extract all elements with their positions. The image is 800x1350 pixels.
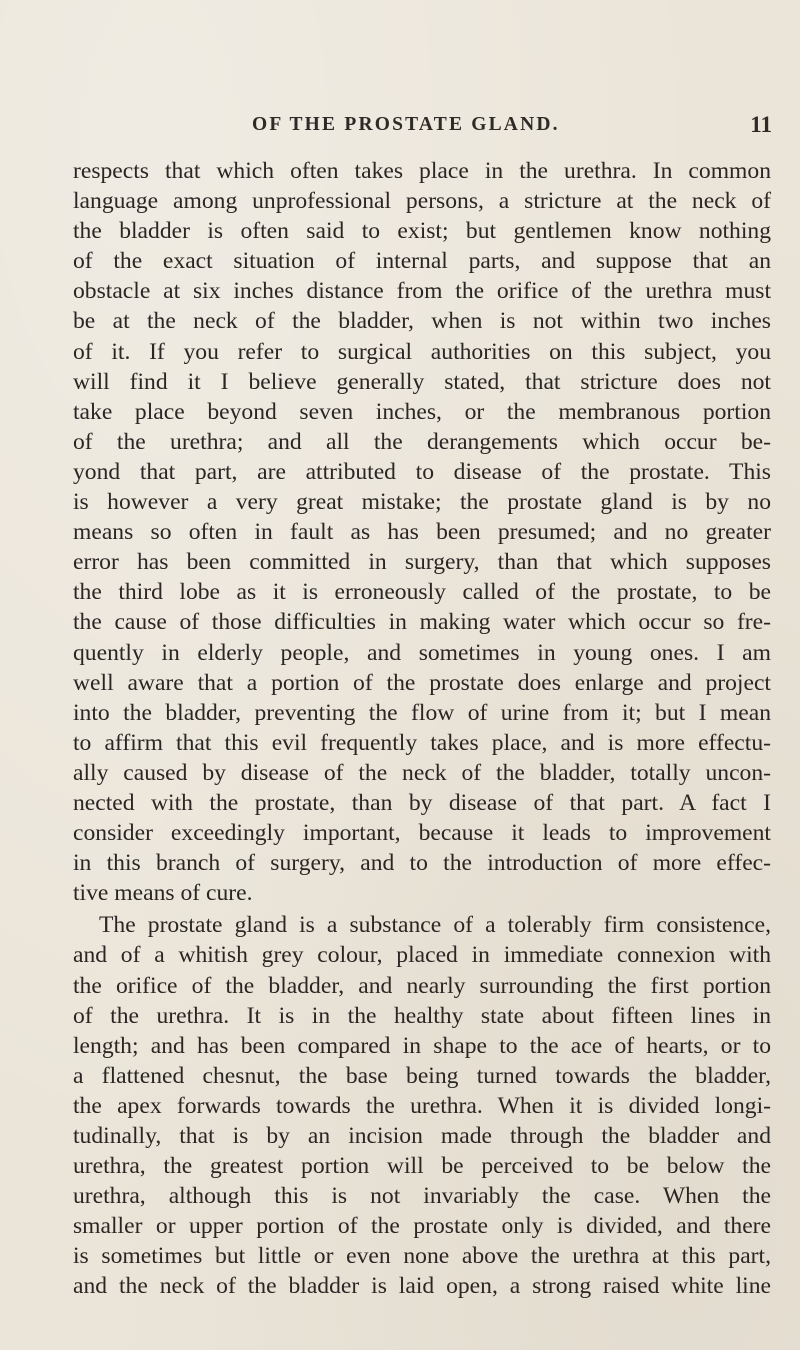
text-line: tudinally, that is by an incision made through the bladder and xyxy=(73,1123,771,1149)
text-line: take place beyond seven inches, or the membranous portion xyxy=(73,398,771,425)
text-line: well aware that a portion of the prostate does enlarge and project xyxy=(73,669,771,696)
text-line: be at the neck of the bladder, when is not within two inches xyxy=(73,308,771,335)
paragraph-2 xyxy=(73,910,771,1301)
paragraph-1 xyxy=(73,156,771,908)
body-text xyxy=(73,156,771,1302)
text-line: consider exceedingly important, because it leads to improvement xyxy=(73,820,771,847)
text-line: urethra, the greatest portion will be perceived to be below the xyxy=(73,1153,771,1180)
text-line: means so often in fault as has been presumed; and no greater xyxy=(73,519,771,546)
text-line: into the bladder, preventing the flow of urine from it; but I mean xyxy=(73,699,771,726)
text-line: respects that which often takes place in the urethra. In common xyxy=(73,158,771,184)
text-line: the cause of those difficulties in making water which occur so fre- xyxy=(73,609,771,636)
text-line: in this branch of surgery, and to the introduction of more effec- xyxy=(73,850,771,877)
text-line: ally caused by disease of the neck of the bladder, totally uncon- xyxy=(73,759,771,786)
text-line: urethra, although this is not invariably the case. When the xyxy=(73,1183,771,1210)
text-line: and of a whitish grey colour, placed in immediate connexion with xyxy=(73,942,771,969)
text-line: nected with the prostate, than by disease of that part. A fact I xyxy=(73,789,771,816)
page-number: 11 xyxy=(750,112,772,137)
text-line: the bladder is often said to exist; but gentlemen know nothing xyxy=(73,218,771,245)
text-line: to affirm that this evil frequently takes place, and is more effectu- xyxy=(73,729,771,756)
text-line: of the urethra. It is in the healthy state about fifteen lines in xyxy=(73,1002,771,1029)
text-line: language among unprofessional persons, a stricture at the neck of xyxy=(73,188,771,215)
text-line: obstacle at six inches distance from the orifice of the urethra must xyxy=(73,278,771,305)
text-line: of the exact situation of internal parts, and suppose that an xyxy=(73,248,771,275)
text-line: the orifice of the bladder, and nearly surrounding the first portion xyxy=(73,972,771,999)
text-line: is however a very great mistake; the prostate gland is by no xyxy=(73,489,771,516)
running-title: OF THE PROSTATE GLAND. xyxy=(252,114,560,135)
text-line: yond that part, are attributed to disease of the prostate. This xyxy=(73,458,771,485)
text-line: a flattened chesnut, the base being turned towards the bladder, xyxy=(73,1062,771,1089)
text-line: the apex forwards towards the urethra. When it is divided longi- xyxy=(73,1092,771,1119)
text-line: tive means of cure. xyxy=(73,880,253,907)
text-line: The prostate gland is a substance of a tolerably firm consistence, xyxy=(99,912,771,939)
text-line: length; and has been compared in shape to the ace of hearts, or to xyxy=(73,1032,771,1059)
running-head xyxy=(252,111,772,139)
text-line: error has been committed in surgery, than that which supposes xyxy=(73,549,771,576)
text-line: is sometimes but little or even none above the urethra at this part, xyxy=(73,1243,771,1270)
text-line: and the neck of the bladder is laid open, a strong raised white line xyxy=(73,1273,771,1300)
text-line: the third lobe as it is erroneously called of the prostate, to be xyxy=(73,579,771,606)
text-line: quently in elderly people, and sometimes in young ones. I am xyxy=(73,639,771,666)
text-line: will find it I believe generally stated, that stricture does not xyxy=(73,368,771,395)
text-line: smaller or upper portion of the prostate only is divided, and there xyxy=(73,1213,771,1240)
text-line: of it. If you refer to surgical authorities on this subject, you xyxy=(73,338,771,365)
text-line: of the urethra; and all the derangements which occur be- xyxy=(73,428,771,455)
